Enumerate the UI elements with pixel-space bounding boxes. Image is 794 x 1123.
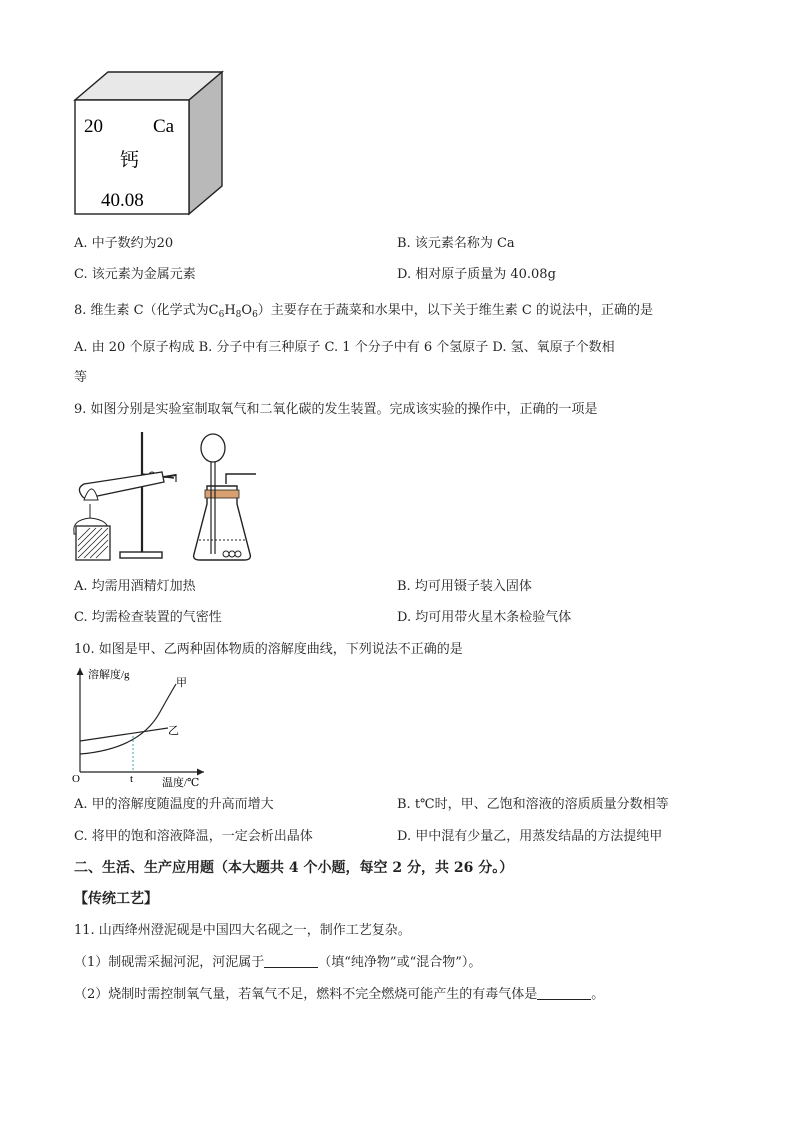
graph-ylabel: 溶解度/g [88,669,130,681]
q7-option-a: A. 中子数约为20 [74,236,174,251]
element-card [70,68,230,220]
q10-option-d: D. 甲中混有少量乙，用蒸发结晶的方法提纯甲 [397,829,663,844]
q9-apparatus-figure [72,428,262,564]
q10-option-a: A. 甲的溶解度随温度的升高而增大 [74,797,274,812]
q8-options-continuation: 等 [74,370,88,385]
q7-option-d: D. 相对原子质量为 40.08g [397,267,556,282]
q10-option-b: B. t℃时，甲、乙饱和溶液的溶质质量分数相等 [397,797,669,812]
q11-stem: 11. 山西绛州澄泥砚是中国四大名砚之一，制作工艺复杂。 [74,923,411,938]
q9-option-a: A. 均需用酒精灯加热 [74,579,196,594]
q11-part-1 [74,955,481,971]
q9-option-b: B. 均可用镊子装入固体 [397,579,532,594]
q11-part-1-text: （1）制砚需采掘河泥，河泥属于 [74,955,265,970]
q8-formula: $C_6H_8O_6$ [208,303,258,320]
q8-stem [74,303,653,323]
q7-option-c: C. 该元素为金属元素 [74,267,196,282]
q8-options: A. 由 20 个原子构成 B. 分子中有三种原子 C. 1 个分子中有 6 个氢原子 D. 氢、氧原子个数相 [74,340,615,355]
q9-stem: 9. 如图分别是实验室制取氧气和二氧化碳的发生装置。完成该实验的操作中，正确的一项是 [74,402,598,417]
atomic-mass: 40.08 [101,190,144,211]
q8-stem-suffix: ）主要存在于蔬菜和水果中，以下关于维生素 C 的说法中，正确的是 [257,303,654,318]
atomic-number: 20 [84,116,103,137]
q7-option-b: B. 该元素名称为 Ca [397,236,515,251]
q10-option-c: C. 将甲的饱和溶液降温，一定会析出晶体 [74,829,313,844]
element-symbol: Ca [153,116,175,137]
solubility-graph [70,664,215,790]
q11-part-2-after: 。 [591,987,605,1002]
element-name: 钙 [120,150,140,171]
q11-blank-1[interactable] [264,955,318,968]
graph-origin: O [72,773,80,785]
q9-option-c: C. 均需检查装置的气密性 [74,610,222,625]
section-2-subhead: 【传统工艺】 [74,891,158,907]
q8-stem-prefix: 8. 维生素 C（化学式为 [74,303,209,318]
q9-option-d: D. 均可用带火星木条检验气体 [397,610,572,625]
graph-xlabel: 温度/℃ [162,777,200,789]
q11-part-1-after: （填“纯净物”或“混合物”）。 [318,955,482,970]
q11-part-2 [74,987,604,1003]
graph-series-jia: 甲 [176,677,187,689]
q11-part-2-text: （2）烧制时需控制氧气量，若氧气不足，燃料不完全燃烧可能产生的有毒气体是 [74,987,538,1002]
q11-blank-2[interactable] [537,987,591,1000]
graph-t-label: t [130,773,134,785]
graph-series-yi: 乙 [168,725,179,737]
section-2-title: 二、生活、生产应用题（本大题共 4 个小题，每空 2 分，共 26 分。） [74,860,514,876]
q10-stem: 10. 如图是甲、乙两种固体物质的溶解度曲线，下列说法不正确的是 [74,642,463,657]
